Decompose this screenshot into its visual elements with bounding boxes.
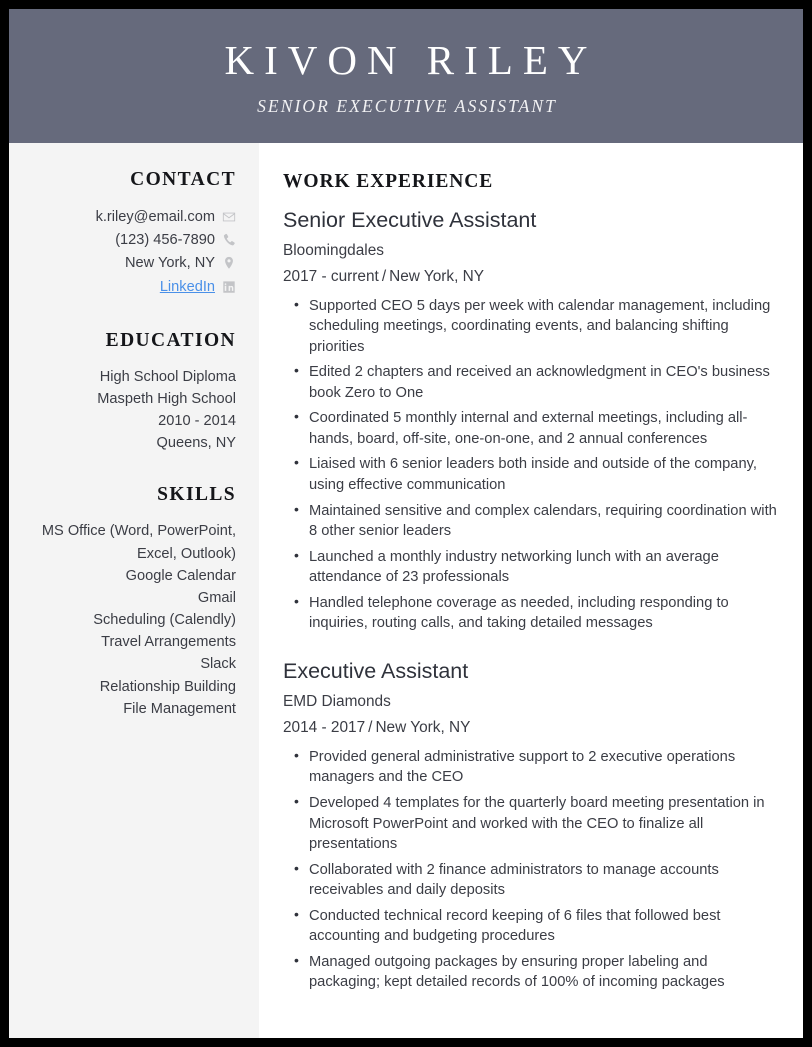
list-item: Google Calendar [125,567,236,584]
list-item: • Liaised with 6 senior leaders both inside and outside of the company, using effective communication [309,454,777,495]
job-entry [283,207,777,633]
list-item: • Provided general administrative support to 2 executive operations managers and the CEO [309,747,777,788]
job-role: Executive Assistant [283,659,469,684]
list-item: Gmail [197,589,236,606]
page-title: KIVON RILEY [224,36,598,83]
email-value: k.riley@email.com [95,209,215,225]
linkedin-icon[interactable] [222,280,236,294]
education-heading: EDUCATION [105,329,236,351]
list-item: High School Diploma [99,368,236,385]
list-item: Queens, NY [156,435,236,452]
job-meta-separator: / [368,719,373,737]
contact-item-email [21,206,236,228]
list-item: MS Office (Word, PowerPoint, Excel, Outlook) [41,523,236,562]
job-location: New York, NY [389,267,485,285]
linkedin-link[interactable]: LinkedIn [159,278,215,295]
map-pin-icon [222,256,236,270]
job-company: EMD Diamonds [283,693,391,711]
list-item: Relationship Building [99,678,236,695]
contact-item-linkedin[interactable] [21,276,236,298]
list-item: Maspeth High School [97,390,236,407]
job-dates: 2017 - current [283,267,379,285]
skills-list [21,520,236,720]
resume-body [9,143,803,1038]
list-item: • Collaborated with 2 finance administrators to manage accounts receivables and daily deposits [309,860,777,901]
list-item: • Coordinated 5 monthly internal and external meetings, including all-hands, board, off-site, one-on-one, and 2 annual conferences [309,408,777,449]
job-bullets [283,296,777,633]
list-item: • Supported CEO 5 days per week with calendar management, including scheduling meetings, coordinating events, and balancing shifting priorities [309,296,777,357]
job-meta [283,718,777,738]
location-value: New York, NY [124,255,215,272]
job-dates: 2014 - 2017 [283,719,366,737]
contact-item-location [21,252,236,274]
envelope-icon [222,210,236,224]
skills-heading: SKILLS [157,484,236,506]
job-location: New York, NY [375,719,471,737]
contact-heading: CONTACT [130,169,236,190]
skills-section [21,484,236,720]
list-item: 2010 - 2014 [158,413,236,430]
contact-section [21,169,236,298]
phone-value: (123) 456-7890 [115,232,215,249]
work-experience-heading: WORK EXPERIENCE [283,171,494,192]
contact-item-phone [21,229,236,251]
education-list [21,366,236,455]
list-item: • Handled telephone coverage as needed, including responding to inquiries, routing calls, and taking detailed messages [309,593,777,634]
list-item: • Edited 2 chapters and received an acknowledgment in CEO's business book Zero to One [309,362,777,403]
job-company: Bloomingdales [283,241,384,259]
list-item: File Management [123,700,236,717]
list-item: Slack [200,656,236,673]
list-item: • Maintained sensitive and complex calendars, requiring coordination with 8 other senior leaders [309,501,777,542]
list-item: Travel Arrangements [101,634,236,651]
resume-page [9,9,803,1038]
education-section [21,330,236,455]
list-item: • Managed outgoing packages by ensuring proper labeling and packaging; kept detailed records of 100% of incoming packages [309,952,777,993]
resume-header [9,9,803,143]
job-meta [283,267,777,287]
job-meta-separator: / [381,267,387,285]
header-subtitle: SENIOR EXECUTIVE ASSISTANT [257,96,557,117]
job-bullets [283,747,777,992]
list-item: • Conducted technical record keeping of 6 files that followed best accounting and budgeting procedures [309,906,777,947]
job-entry [283,658,777,992]
list-item: • Launched a monthly industry networking lunch with an average attendance of 23 professionals [309,547,777,588]
contact-list [21,206,236,298]
sidebar [9,143,259,1038]
list-item: Scheduling (Calendly) [93,612,236,629]
main-column [259,143,803,1038]
list-item: • Developed 4 templates for the quarterly board meeting presentation in Microsoft PowerPoint and worked with the CEO to finalize all presentations [309,793,777,854]
phone-icon [222,233,236,247]
job-role: Senior Executive Assistant [283,208,537,232]
